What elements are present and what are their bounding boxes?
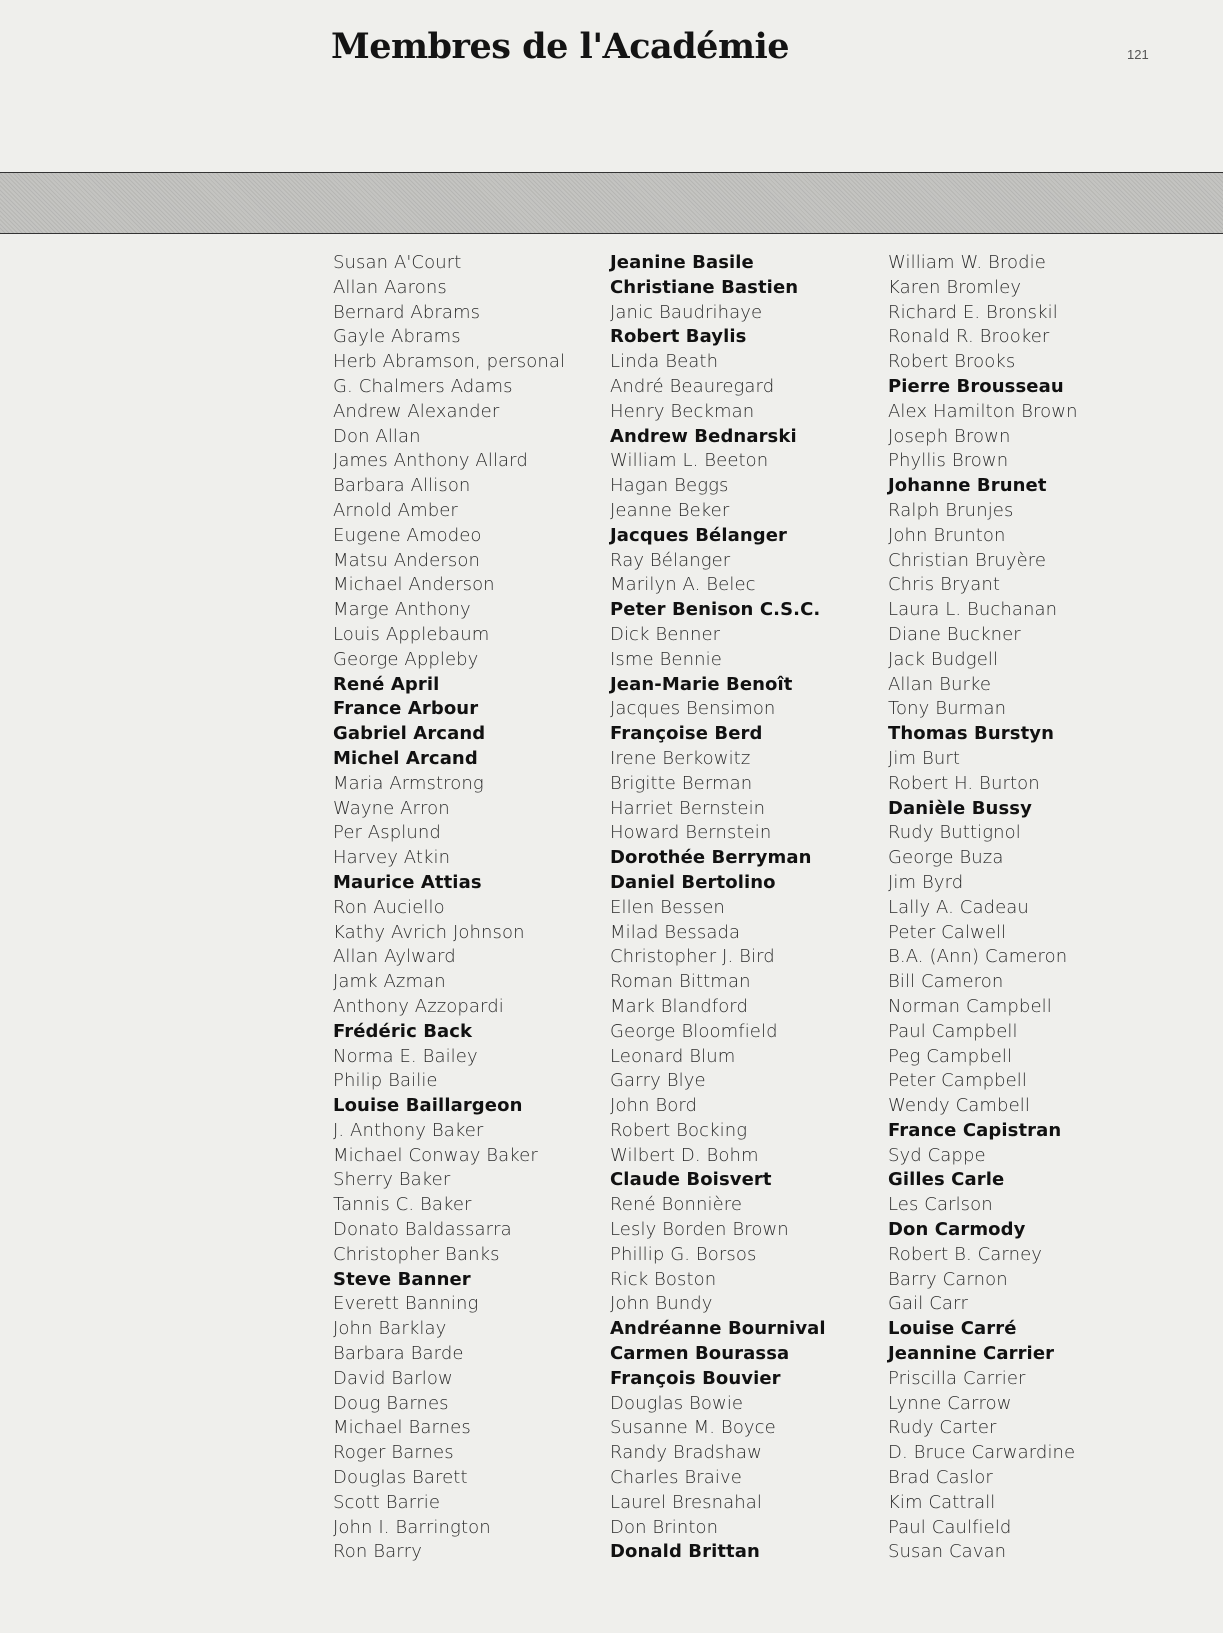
member-name: Scott Barrie: [333, 1491, 441, 1513]
member-name: George Appleby: [333, 648, 479, 670]
member-name-highlighted: France Capistran: [888, 1119, 1062, 1141]
member-name: Priscilla Carrier: [888, 1367, 1026, 1389]
member-name-highlighted: Jeanine Basile: [610, 252, 754, 273]
member-name: Andrew Alexander: [333, 400, 500, 422]
page-title: Membres de l'Académie: [331, 26, 790, 67]
member-name-highlighted: Jeannine Carrier: [888, 1343, 1055, 1365]
member-name: Douglas Bowie: [610, 1392, 744, 1414]
member-name: John I. Barrington: [333, 1516, 491, 1538]
member-name: Christian Bruyère: [888, 549, 1047, 571]
member-name: Roman Bittman: [610, 971, 751, 993]
member-name: Barry Carnon: [888, 1268, 1008, 1290]
member-name: William W. Brodie: [888, 252, 1046, 273]
member-name: Norman Campbell: [888, 995, 1052, 1017]
member-name: Michael Barnes: [333, 1417, 471, 1439]
member-name-highlighted: Robert Baylis: [610, 326, 747, 348]
member-name: Marge Anthony: [333, 599, 471, 621]
member-name: Paul Campbell: [888, 1020, 1018, 1042]
member-name: Wendy Cambell: [888, 1095, 1030, 1117]
members-column-3: [888, 251, 1078, 1565]
member-name: André Beauregard: [610, 375, 775, 397]
member-name-highlighted: Jean-Marie Benoît: [610, 673, 793, 695]
member-name: Everett Banning: [333, 1293, 479, 1315]
member-name: Allan Aarons: [333, 276, 447, 298]
member-name: Les Carlson: [888, 1194, 993, 1216]
member-name: Jim Byrd: [888, 871, 964, 893]
member-name-highlighted: Daniel Bertolino: [610, 871, 776, 893]
member-name: Sherry Baker: [333, 1169, 451, 1191]
member-name: Milad Bessada: [610, 921, 741, 943]
member-name: Leonard Blum: [610, 1045, 736, 1067]
member-name: Michael Anderson: [333, 574, 495, 596]
member-name: Mark Blandford: [610, 995, 749, 1017]
member-name-highlighted: Donald Brittan: [610, 1541, 760, 1563]
member-name: Ralph Brunjes: [888, 499, 1014, 521]
member-name: Christopher Banks: [333, 1243, 500, 1265]
member-name-highlighted: Dorothée Berryman: [610, 847, 812, 869]
member-name: Allan Burke: [888, 673, 992, 695]
member-name: Marilyn A. Belec: [610, 574, 756, 596]
member-name-highlighted: Andréanne Bournival: [610, 1318, 826, 1340]
member-name: Rudy Carter: [888, 1417, 997, 1439]
member-name-highlighted: Andrew Bednarski: [610, 425, 797, 447]
member-name: Tannis C. Baker: [333, 1194, 472, 1216]
member-name-highlighted: Michel Arcand: [333, 747, 478, 769]
member-name: Ray Bélanger: [610, 549, 731, 571]
member-name: Charles Braive: [610, 1467, 742, 1489]
member-name: Michael Conway Baker: [333, 1144, 538, 1166]
member-name: Brad Caslor: [888, 1467, 993, 1489]
member-name: Don Allan: [333, 425, 421, 447]
member-name: Lynne Carrow: [888, 1392, 1012, 1414]
members-column-1: [333, 251, 565, 1565]
member-name: Lally A. Cadeau: [888, 896, 1029, 918]
member-name: Herb Abramson, personal: [333, 351, 566, 373]
member-name: Alex Hamilton Brown: [888, 400, 1078, 422]
member-name: Susan Cavan: [888, 1541, 1007, 1563]
member-name-highlighted: Françoise Berd: [610, 723, 763, 745]
member-name: Phyllis Brown: [888, 450, 1009, 472]
member-name: Gayle Abrams: [333, 326, 461, 348]
member-name: Philip Bailie: [333, 1070, 438, 1092]
member-name: Richard E. Bronskil: [888, 301, 1058, 323]
member-name-highlighted: Claude Boisvert: [610, 1169, 772, 1191]
member-name: Ron Barry: [333, 1541, 423, 1563]
member-name-highlighted: René April: [333, 673, 440, 695]
member-name-highlighted: Louise Baillargeon: [333, 1095, 523, 1117]
member-name: James Anthony Allard: [333, 450, 528, 472]
member-name: Irene Berkowitz: [610, 747, 751, 769]
member-name: John Bundy: [610, 1293, 713, 1315]
member-name: Syd Cappe: [888, 1144, 986, 1166]
member-name-highlighted: Peter Benison C.S.C.: [610, 599, 821, 621]
member-name: Karen Bromley: [888, 276, 1022, 298]
member-name: Anthony Azzopardi: [333, 995, 504, 1017]
member-name: William L. Beeton: [610, 450, 769, 472]
member-name: Laurel Bresnahal: [610, 1491, 762, 1513]
member-name: Wilbert D. Bohm: [610, 1144, 759, 1166]
member-name: Howard Bernstein: [610, 822, 772, 844]
member-name: Bernard Abrams: [333, 301, 481, 323]
member-name: Louis Applebaum: [333, 623, 490, 645]
member-name: Diane Buckner: [888, 623, 1021, 645]
member-name-highlighted: Jacques Bélanger: [610, 524, 788, 546]
member-name: Isme Bennie: [610, 648, 722, 670]
member-name: Allan Aylward: [333, 946, 456, 968]
member-name: Eugene Amodeo: [333, 524, 482, 546]
member-name: Kim Cattrall: [888, 1491, 996, 1513]
member-name: Douglas Barett: [333, 1467, 468, 1489]
member-name: Peg Campbell: [888, 1045, 1013, 1067]
member-name: Robert Bocking: [610, 1119, 748, 1141]
member-name: John Brunton: [888, 524, 1006, 546]
member-name-highlighted: François Bouvier: [610, 1367, 781, 1389]
header-band-divider: [0, 172, 1223, 234]
member-name-highlighted: Steve Banner: [333, 1268, 471, 1290]
member-name: Rudy Buttignol: [888, 822, 1021, 844]
member-name: Don Brinton: [610, 1516, 719, 1538]
member-name: Linda Beath: [610, 351, 719, 373]
member-name: Laura L. Buchanan: [888, 599, 1058, 621]
member-name: J. Anthony Baker: [333, 1119, 484, 1141]
member-name: Janic Baudrihaye: [610, 301, 763, 323]
member-name: Jamk Azman: [333, 971, 446, 993]
member-name: Henry Beckman: [610, 400, 755, 422]
member-name-highlighted: Frédéric Back: [333, 1020, 473, 1042]
member-name: George Buza: [888, 847, 1004, 869]
member-name: Wayne Arron: [333, 797, 450, 819]
member-name: Harriet Bernstein: [610, 797, 766, 819]
member-name: Robert Brooks: [888, 351, 1016, 373]
member-name: Roger Barnes: [333, 1442, 454, 1464]
member-name: Peter Calwell: [888, 921, 1007, 943]
member-name-highlighted: Don Carmody: [888, 1219, 1026, 1241]
member-name: Ron Auciello: [333, 896, 445, 918]
member-name-highlighted: Carmen Bourassa: [610, 1343, 790, 1365]
member-name: G. Chalmers Adams: [333, 375, 513, 397]
member-name: Tony Burman: [888, 698, 1007, 720]
member-name: Chris Bryant: [888, 574, 1001, 596]
member-name-highlighted: Louise Carré: [888, 1318, 1017, 1340]
member-name: Jeanne Beker: [610, 499, 730, 521]
member-name: B.A. (Ann) Cameron: [888, 946, 1068, 968]
member-name: John Bord: [610, 1095, 698, 1117]
member-name: Maria Armstrong: [333, 772, 484, 794]
member-name-highlighted: Johanne Brunet: [888, 475, 1047, 497]
member-name: Ellen Bessen: [610, 896, 725, 918]
member-name-highlighted: Thomas Burstyn: [888, 723, 1055, 745]
member-name-highlighted: Gilles Carle: [888, 1169, 1005, 1191]
member-name: Matsu Anderson: [333, 549, 480, 571]
member-name: Susan A'Court: [333, 252, 462, 273]
member-name: Rick Boston: [610, 1268, 717, 1290]
member-name-highlighted: Maurice Attias: [333, 871, 482, 893]
member-name: Joseph Brown: [888, 425, 1011, 447]
member-name: Christopher J. Bird: [610, 946, 775, 968]
page-number: 121: [1127, 47, 1149, 62]
member-name: Ronald R. Brooker: [888, 326, 1050, 348]
member-name: Per Asplund: [333, 822, 441, 844]
member-name: Hagan Beggs: [610, 475, 729, 497]
member-name: Jacques Bensimon: [610, 698, 776, 720]
member-name: Susanne M. Boyce: [610, 1417, 776, 1439]
member-name: Robert B. Carney: [888, 1243, 1043, 1265]
member-name: Brigitte Berman: [610, 772, 753, 794]
member-name: Donato Baldassarra: [333, 1219, 512, 1241]
member-name: Barbara Barde: [333, 1343, 464, 1365]
member-name: Jack Budgell: [888, 648, 999, 670]
member-name: Lesly Borden Brown: [610, 1219, 789, 1241]
member-name: Bill Cameron: [888, 971, 1004, 993]
member-name: George Bloomfield: [610, 1020, 778, 1042]
member-name: John Barklay: [333, 1318, 447, 1340]
member-name: Paul Caulfield: [888, 1516, 1012, 1538]
member-name-highlighted: Pierre Brousseau: [888, 375, 1064, 397]
member-name: Garry Blye: [610, 1070, 706, 1092]
member-name: David Barlow: [333, 1367, 453, 1389]
member-name: Phillip G. Borsos: [610, 1243, 757, 1265]
member-name: Kathy Avrich Johnson: [333, 921, 525, 943]
member-name-highlighted: Gabriel Arcand: [333, 723, 486, 745]
member-name: Randy Bradshaw: [610, 1442, 762, 1464]
member-name: Norma E. Bailey: [333, 1045, 478, 1067]
member-name-highlighted: France Arbour: [333, 698, 479, 720]
member-name: Harvey Atkin: [333, 847, 451, 869]
member-name: D. Bruce Carwardine: [888, 1442, 1076, 1464]
member-name-highlighted: Danièle Bussy: [888, 797, 1032, 819]
member-name-highlighted: Christiane Bastien: [610, 276, 799, 298]
member-name: Jim Burt: [888, 747, 961, 769]
member-name: Dick Benner: [610, 623, 721, 645]
member-name: Arnold Amber: [333, 499, 458, 521]
members-column-2: [610, 251, 826, 1565]
member-name: René Bonnière: [610, 1194, 743, 1216]
member-name: Robert H. Burton: [888, 772, 1040, 794]
member-name: Doug Barnes: [333, 1392, 449, 1414]
member-name: Barbara Allison: [333, 475, 471, 497]
member-name: Gail Carr: [888, 1293, 969, 1315]
member-name: Peter Campbell: [888, 1070, 1028, 1092]
